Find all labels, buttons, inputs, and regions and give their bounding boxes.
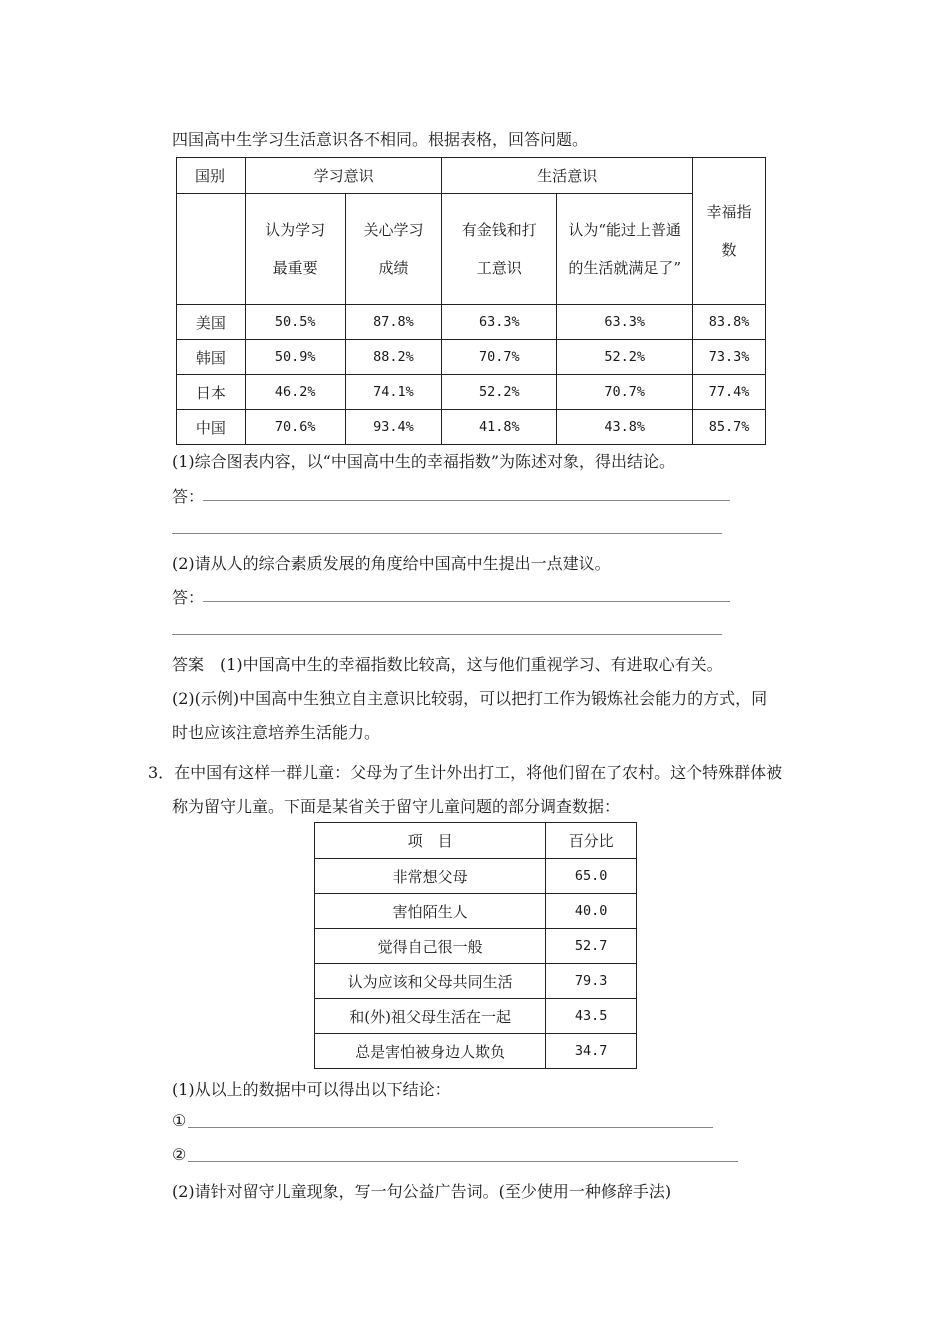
- value-cell: 73.3%: [693, 340, 766, 375]
- answer-key-2: (2)(示例)中国高中生独立自主意识比较弱，可以把打工作为锻炼社会能力的方式，同: [172, 689, 768, 708]
- country-cell: 中国: [177, 410, 246, 445]
- answer-label: 答：: [172, 487, 205, 506]
- sub-header: 有金钱和打工意识: [442, 194, 557, 305]
- table-row: [177, 410, 766, 445]
- value-cell: 46.2%: [245, 375, 345, 410]
- answer-key-1: 答案 (1)中国高中生的幸福指数比较高，这与他们重视学习、有进取心有关。: [172, 655, 723, 674]
- country-cell: 日本: [177, 375, 246, 410]
- table-row: [177, 305, 766, 340]
- intro-text: 四国高中生学习生活意识各不相同。根据表格，回答问题。: [172, 130, 589, 149]
- item-cell: 害怕陌生人: [315, 894, 546, 929]
- item-cell: 和(外)祖父母生活在一起: [315, 999, 546, 1034]
- value-cell: 50.9%: [245, 340, 345, 375]
- value-cell: 83.8%: [693, 305, 766, 340]
- percent-cell: 34.7: [546, 1034, 637, 1069]
- answer-line[interactable]: [203, 601, 730, 602]
- answer-line[interactable]: [188, 1161, 738, 1162]
- value-cell: 52.2%: [442, 375, 557, 410]
- answer-line[interactable]: [188, 1127, 713, 1128]
- item-cell: 总是害怕被身边人欺负: [315, 1034, 546, 1069]
- value-cell: 52.2%: [557, 340, 693, 375]
- value-cell: 70.7%: [557, 375, 693, 410]
- value-cell: 74.1%: [345, 375, 442, 410]
- marker-2: ②: [172, 1145, 187, 1164]
- sub-header: 认为“能过上普通的生活就满足了”: [557, 194, 693, 305]
- country-cell: 韩国: [177, 340, 246, 375]
- value-cell: 85.7%: [693, 410, 766, 445]
- survey-table-left-behind-children: [314, 822, 637, 1069]
- header-country: 国别: [177, 158, 246, 194]
- value-cell: 50.5%: [245, 305, 345, 340]
- header-percent: 百分比: [546, 823, 637, 859]
- item-cell: 觉得自己很一般: [315, 929, 546, 964]
- percent-cell: 79.3: [546, 964, 637, 999]
- question-3-1: (1)从以上的数据中可以得出以下结论：: [172, 1080, 451, 1099]
- percent-cell: 40.0: [546, 894, 637, 929]
- table-row: [315, 999, 637, 1034]
- value-cell: 41.8%: [442, 410, 557, 445]
- value-cell: 43.8%: [557, 410, 693, 445]
- answer-label: 答：: [172, 588, 205, 607]
- problem-3-text: 3．在中国有这样一群儿童：父母为了生计外出打工，将他们留在了农村。这个特殊群体被: [148, 763, 783, 782]
- table-row: [315, 859, 637, 894]
- answer-line[interactable]: [172, 533, 722, 534]
- value-cell: 77.4%: [693, 375, 766, 410]
- value-cell: 87.8%: [345, 305, 442, 340]
- percent-cell: 52.7: [546, 929, 637, 964]
- table-row: [177, 340, 766, 375]
- marker-1: ①: [172, 1111, 187, 1130]
- header-life: 生活意识: [442, 158, 693, 194]
- table-row: [177, 375, 766, 410]
- sub-header: 认为学习最重要: [245, 194, 345, 305]
- question-2: (2)请从人的综合素质发展的角度给中国高中生提出一点建议。: [172, 554, 611, 573]
- percent-cell: 43.5: [546, 999, 637, 1034]
- country-cell: 美国: [177, 305, 246, 340]
- table-row: [315, 1034, 637, 1069]
- item-cell: 非常想父母: [315, 859, 546, 894]
- answer-key-2-cont: 时也应该注意培养生活能力。: [172, 723, 381, 742]
- value-cell: 88.2%: [345, 340, 442, 375]
- header-study: 学习意识: [245, 158, 442, 194]
- header-happiness: 幸福指数: [693, 158, 766, 305]
- value-cell: 70.7%: [442, 340, 557, 375]
- table-row: [315, 929, 637, 964]
- value-cell: 63.3%: [442, 305, 557, 340]
- sub-header: 关心学习成绩: [345, 194, 442, 305]
- value-cell: 93.4%: [345, 410, 442, 445]
- answer-line[interactable]: [172, 634, 722, 635]
- table-row: [315, 964, 637, 999]
- value-cell: 70.6%: [245, 410, 345, 445]
- question-3-2: (2)请针对留守儿童现象，写一句公益广告词。(至少使用一种修辞手法): [172, 1182, 672, 1201]
- problem-3-text-cont: 称为留守儿童。下面是某省关于留守儿童问题的部分调查数据：: [172, 797, 621, 816]
- header-blank: [177, 194, 246, 305]
- answer-line[interactable]: [203, 500, 730, 501]
- percent-cell: 65.0: [546, 859, 637, 894]
- value-cell: 63.3%: [557, 305, 693, 340]
- header-item: 项 目: [315, 823, 546, 859]
- survey-table-countries: [176, 157, 766, 445]
- question-1: (1)综合图表内容，以“中国高中生的幸福指数”为陈述对象，得出结论。: [172, 452, 676, 471]
- table-row: [315, 894, 637, 929]
- item-cell: 认为应该和父母共同生活: [315, 964, 546, 999]
